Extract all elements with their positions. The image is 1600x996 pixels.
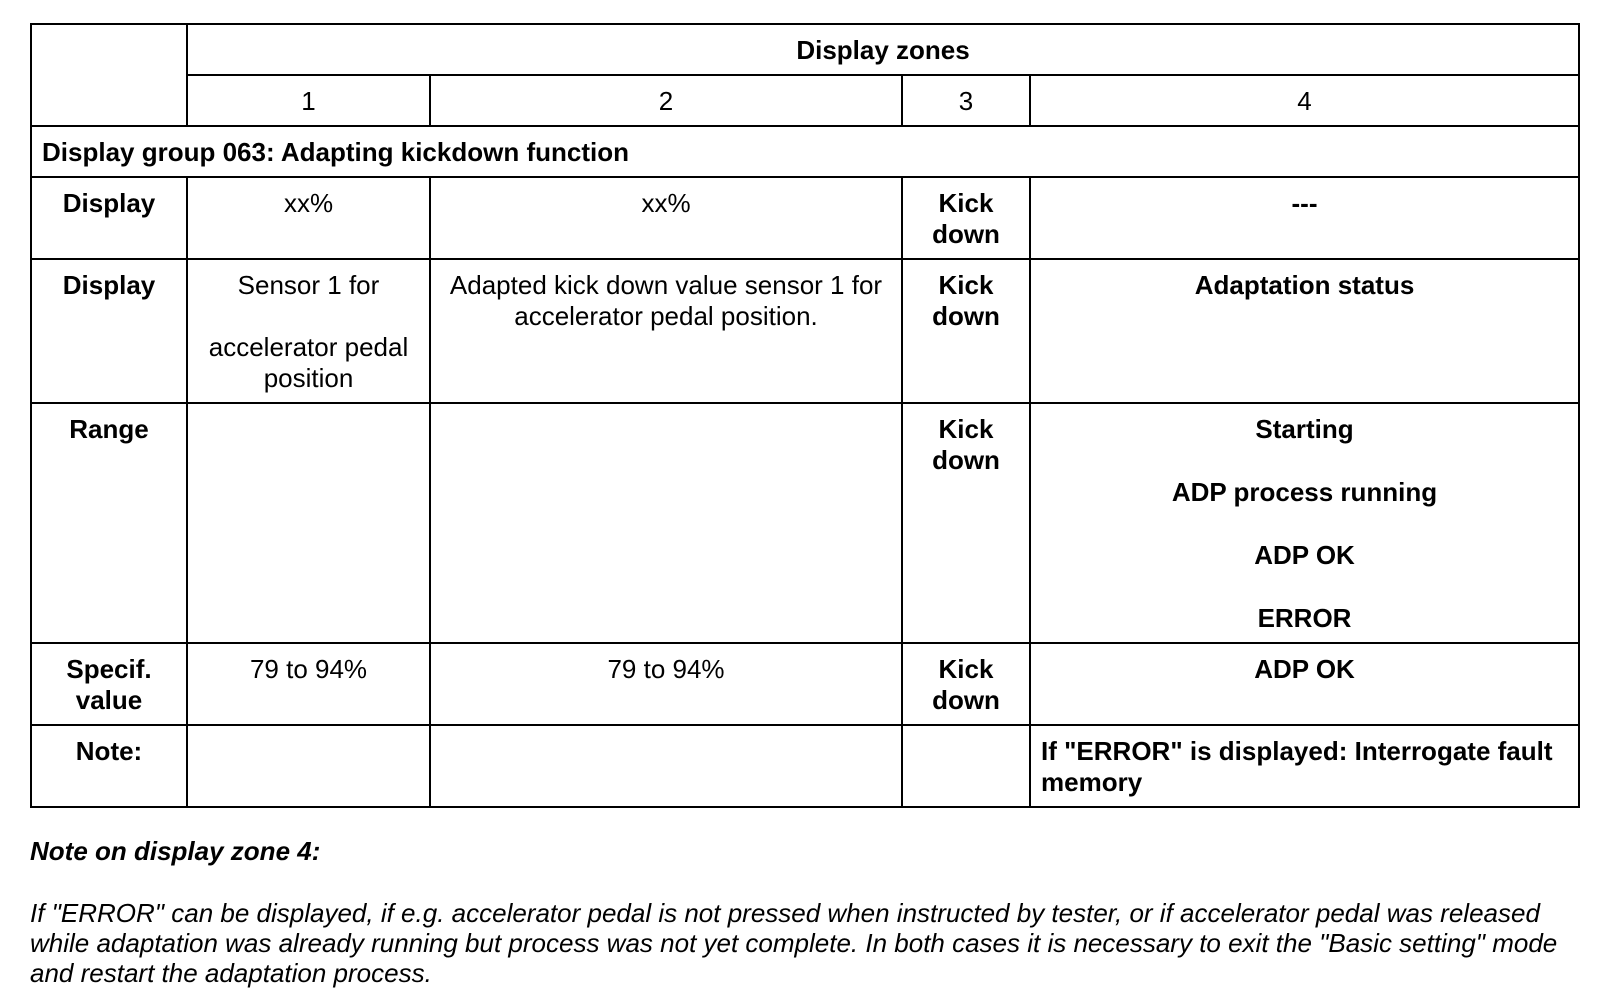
note-zone3 [902, 725, 1030, 807]
table-row-range [31, 403, 1579, 643]
display2-zone4: Adaptation status [1030, 259, 1579, 403]
row-label-display-2: Display [31, 259, 187, 403]
display2-zone1-line1: Sensor 1 for [237, 270, 380, 300]
row-label-note: Note: [31, 725, 187, 807]
display1-zone4: --- [1030, 177, 1579, 259]
row-label-specif-value [31, 643, 187, 725]
header-corner-cell [31, 24, 187, 126]
note-zone2 [430, 725, 902, 807]
note-zone4: If "ERROR" is displayed: Interrogate fault memory [1030, 725, 1579, 807]
spec-zone3 [902, 643, 1030, 725]
display-zones-header: Display zones [187, 24, 1579, 75]
display1-zone3 [902, 177, 1030, 259]
spec-zone3-line1: Kick [938, 654, 994, 684]
header-row-group [31, 24, 1579, 75]
display2-zone1 [187, 259, 430, 403]
display1-zone3-line2: down [932, 219, 1000, 249]
display1-zone2: xx% [430, 177, 902, 259]
header-row-zones [31, 75, 1579, 126]
display2-zone3-line2: down [932, 301, 1000, 331]
range-zone3 [902, 403, 1030, 643]
display-group-title: Display group 063: Adapting kickdown function [31, 126, 1579, 177]
display1-zone1: xx% [187, 177, 430, 259]
range-zone3-line1: Kick [938, 414, 994, 444]
range-value-adp-running: ADP process running [1171, 477, 1438, 507]
specif-label-line2: value [75, 685, 143, 715]
display2-zone1-line2: accelerator pedal position [208, 332, 409, 393]
display2-zone3 [902, 259, 1030, 403]
spec-zone3-line2: down [932, 685, 1000, 715]
range-value-adp-ok: ADP OK [1254, 540, 1355, 570]
table-row-display-2 [31, 259, 1579, 403]
range-value-starting: Starting [1255, 414, 1354, 444]
range-zone1 [187, 403, 430, 643]
note-zone1 [187, 725, 430, 807]
spec-zone4: ADP OK [1030, 643, 1579, 725]
display-zones-table [30, 23, 1580, 808]
note-title: Note on display zone 4: [30, 836, 321, 866]
spec-zone2: 79 to 94% [430, 643, 902, 725]
group-title-row [31, 126, 1579, 177]
zone-header-2: 2 [430, 75, 902, 126]
table-row-specif-value [31, 643, 1579, 725]
display-zone-4-note [30, 836, 1570, 988]
row-label-display: Display [31, 177, 187, 259]
display1-zone3-line1: Kick [938, 188, 994, 218]
note-text: If "ERROR" can be displayed, if e.g. accelerator pedal is not pressed when instructed by tester, or if accelerator pedal was released while adaptation was already running but process was not yet complete. In both cases it is necessary to exit the "Basic setting" mode and restart the adaptation process. [30, 898, 1558, 988]
range-zone2 [430, 403, 902, 643]
spec-zone1: 79 to 94% [187, 643, 430, 725]
zone-header-3: 3 [902, 75, 1030, 126]
range-zone3-line2: down [932, 445, 1000, 475]
display2-zone3-line1: Kick [938, 270, 994, 300]
range-value-error: ERROR [1257, 603, 1352, 633]
table-row-note [31, 725, 1579, 807]
zone-header-4: 4 [1030, 75, 1579, 126]
specif-label-line1: Specif. [66, 654, 152, 684]
row-label-range: Range [31, 403, 187, 643]
table-row-display-1 [31, 177, 1579, 259]
range-zone4 [1030, 403, 1579, 643]
zone-header-1: 1 [187, 75, 430, 126]
display2-zone2: Adapted kick down value sensor 1 for accelerator pedal position. [430, 259, 902, 403]
